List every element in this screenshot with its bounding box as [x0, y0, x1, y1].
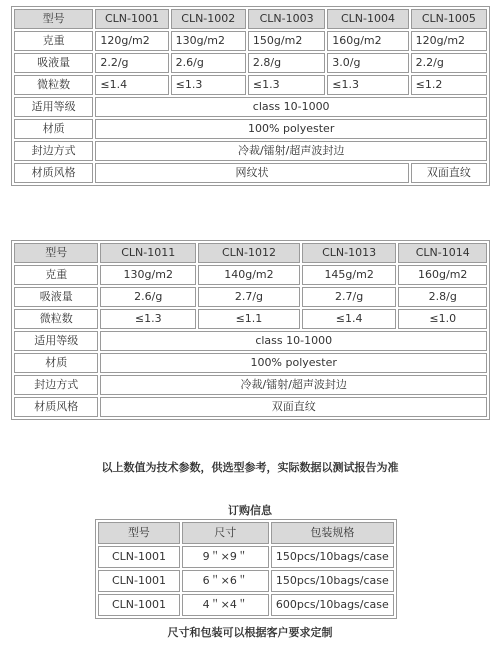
header-cell: CLN-1005 — [411, 9, 487, 29]
row-label: 克重 — [14, 265, 98, 285]
table-cell: ≤1.3 — [171, 75, 246, 95]
table-cell: 145g/m2 — [302, 265, 397, 285]
table-cell: class 10-1000 — [100, 331, 487, 351]
header-cell: 包装规格 — [271, 522, 394, 544]
table-cell: 冷裁/镭射/超声波封边 — [95, 141, 487, 161]
order-table — [95, 519, 397, 619]
row-label: 适用等级 — [14, 97, 93, 117]
table-row — [14, 331, 487, 351]
table-cell: 双面直纹 — [100, 397, 487, 417]
row-label: 微粒数 — [14, 309, 98, 329]
table-cell: 2.2/g — [411, 53, 487, 73]
header-cell: 型号 — [14, 243, 98, 263]
table-row — [98, 546, 394, 568]
table-cell: ≤1.4 — [95, 75, 168, 95]
table-cell: ≤1.3 — [248, 75, 325, 95]
table-cell: CLN-1001 — [98, 570, 180, 592]
table-cell: ≤1.4 — [302, 309, 397, 329]
table-row — [14, 119, 487, 139]
table-row — [14, 309, 487, 329]
table-row — [14, 265, 487, 285]
table-cell: 130g/m2 — [171, 31, 246, 51]
disclaimer-note: 以上数值为技术参数，供选型参考，实际数据以测试报告为准 — [101, 461, 399, 474]
table-cell: 2.7/g — [302, 287, 397, 307]
table-cell: CLN-1001 — [98, 594, 180, 616]
row-label: 克重 — [14, 31, 93, 51]
table-cell: 冷裁/镭射/超声波封边 — [100, 375, 487, 395]
row-label: 材质 — [14, 119, 93, 139]
table-row — [14, 353, 487, 373]
table-row — [14, 287, 487, 307]
table-row — [14, 163, 487, 183]
table-cell: 3.0/g — [327, 53, 408, 73]
table-row — [98, 522, 394, 544]
header-cell: CLN-1013 — [302, 243, 397, 263]
table-cell: 150pcs/10bags/case — [271, 570, 394, 592]
table-cell: 4＂×4＂ — [182, 594, 269, 616]
table-cell: 120g/m2 — [411, 31, 487, 51]
header-cell: CLN-1001 — [95, 9, 168, 29]
row-label: 吸液量 — [14, 53, 93, 73]
table-cell: 160g/m2 — [398, 265, 487, 285]
table-cell: 2.6/g — [171, 53, 246, 73]
table-cell: ≤1.0 — [398, 309, 487, 329]
table-cell: 120g/m2 — [95, 31, 168, 51]
header-cell: CLN-1004 — [327, 9, 408, 29]
table-cell: 网纹状 — [95, 163, 408, 183]
table-cell: 130g/m2 — [100, 265, 196, 285]
table-cell: 双面直纹 — [411, 163, 487, 183]
row-label: 材质 — [14, 353, 98, 373]
table-cell: 150g/m2 — [248, 31, 325, 51]
table-cell: class 10-1000 — [95, 97, 487, 117]
table-row — [14, 375, 487, 395]
spec-table-2 — [11, 240, 490, 420]
table-row — [14, 141, 487, 161]
table-cell: 140g/m2 — [198, 265, 300, 285]
table-cell: 2.7/g — [198, 287, 300, 307]
row-label: 适用等级 — [14, 331, 98, 351]
table-cell: 100% polyester — [95, 119, 487, 139]
row-label: 吸液量 — [14, 287, 98, 307]
table-cell: 2.6/g — [100, 287, 196, 307]
table-cell: CLN-1001 — [98, 546, 180, 568]
row-label: 材质风格 — [14, 397, 98, 417]
customization-note: 尺寸和包装可以根据客户要求定制 — [167, 626, 333, 639]
table-row — [14, 97, 487, 117]
table-cell: 2.8/g — [248, 53, 325, 73]
header-cell: CLN-1012 — [198, 243, 300, 263]
header-cell: CLN-1014 — [398, 243, 487, 263]
table-row — [14, 243, 487, 263]
header-cell: 型号 — [98, 522, 180, 544]
table-row — [98, 594, 394, 616]
table-cell: 100% polyester — [100, 353, 487, 373]
table-cell: 2.8/g — [398, 287, 487, 307]
header-cell: CLN-1011 — [100, 243, 196, 263]
table-row — [14, 75, 487, 95]
table-cell: 2.2/g — [95, 53, 168, 73]
row-label: 微粒数 — [14, 75, 93, 95]
header-cell: CLN-1002 — [171, 9, 246, 29]
spec-table-1 — [11, 6, 490, 186]
table-row — [14, 9, 487, 29]
header-cell: 尺寸 — [182, 522, 269, 544]
table-cell: 600pcs/10bags/case — [271, 594, 394, 616]
row-label: 材质风格 — [14, 163, 93, 183]
table-cell: 6＂×6＂ — [182, 570, 269, 592]
header-cell: 型号 — [14, 9, 93, 29]
order-info-title: 订购信息 — [228, 504, 272, 517]
table-row — [14, 53, 487, 73]
row-label: 封边方式 — [14, 375, 98, 395]
table-cell: ≤1.3 — [327, 75, 408, 95]
table-cell: ≤1.3 — [100, 309, 196, 329]
table-cell: ≤1.2 — [411, 75, 487, 95]
table-cell: 160g/m2 — [327, 31, 408, 51]
table-row — [14, 397, 487, 417]
table-cell: ≤1.1 — [198, 309, 300, 329]
header-cell: CLN-1003 — [248, 9, 325, 29]
table-cell: 9＂×9＂ — [182, 546, 269, 568]
table-row — [14, 31, 487, 51]
table-row — [98, 570, 394, 592]
table-cell: 150pcs/10bags/case — [271, 546, 394, 568]
row-label: 封边方式 — [14, 141, 93, 161]
